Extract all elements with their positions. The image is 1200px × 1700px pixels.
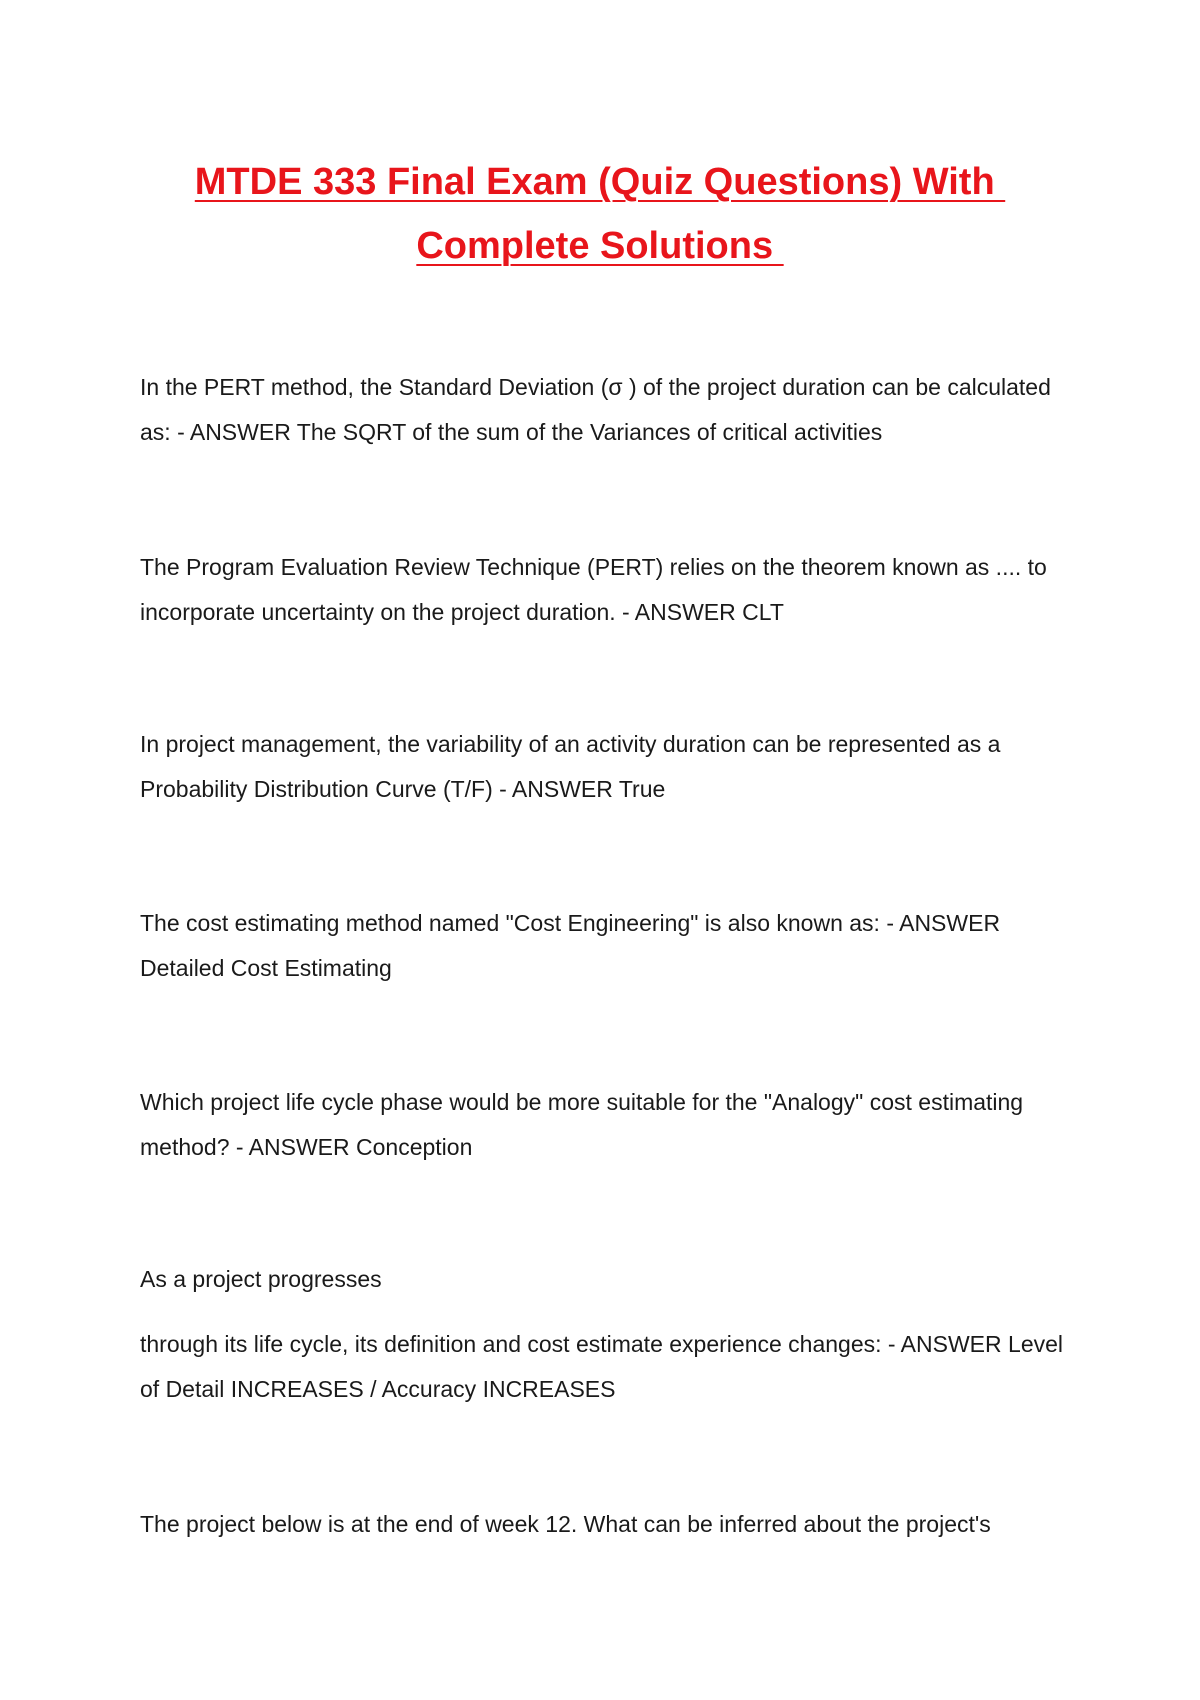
qa-item-6: As a project progresses <box>140 1266 382 1292</box>
title-line-1: MTDE 333 Final Exam (Quiz Questions) With <box>194 161 1006 203</box>
qa-item-3: In project management, the variability of an activity duration can be represented as a Probability Distribution Curve (T/F) - ANSWER True <box>140 731 1001 802</box>
qa-item-5: Which project life cycle phase would be more suitable for the "Analogy" cost estimating method? - ANSWER Conception <box>140 1089 1024 1160</box>
title-line-2: Complete Solutions <box>416 225 784 267</box>
document-title <box>140 150 1060 278</box>
qa-item-8: The project below is at the end of week 12. What can be inferred about the project's <box>140 1511 991 1537</box>
qa-item-2: The Program Evaluation Review Technique (PERT) relies on the theorem known as .... to incorporate uncertainty on the project duration. - ANSWER CLT <box>140 554 1047 625</box>
qa-item-1: In the PERT method, the Standard Deviation (σ ) of the project duration can be calculated as: - ANSWER The SQRT of the sum of the Variances of critical activities <box>140 374 1051 445</box>
qa-item-7: through its life cycle, its definition and cost estimate experience changes: - ANSWER Level of Detail INCREASES / Accuracy INCREASES <box>140 1331 1064 1402</box>
qa-item-4: The cost estimating method named "Cost Engineering" is also known as: - ANSWER Detailed Cost Estimating <box>140 910 1001 981</box>
